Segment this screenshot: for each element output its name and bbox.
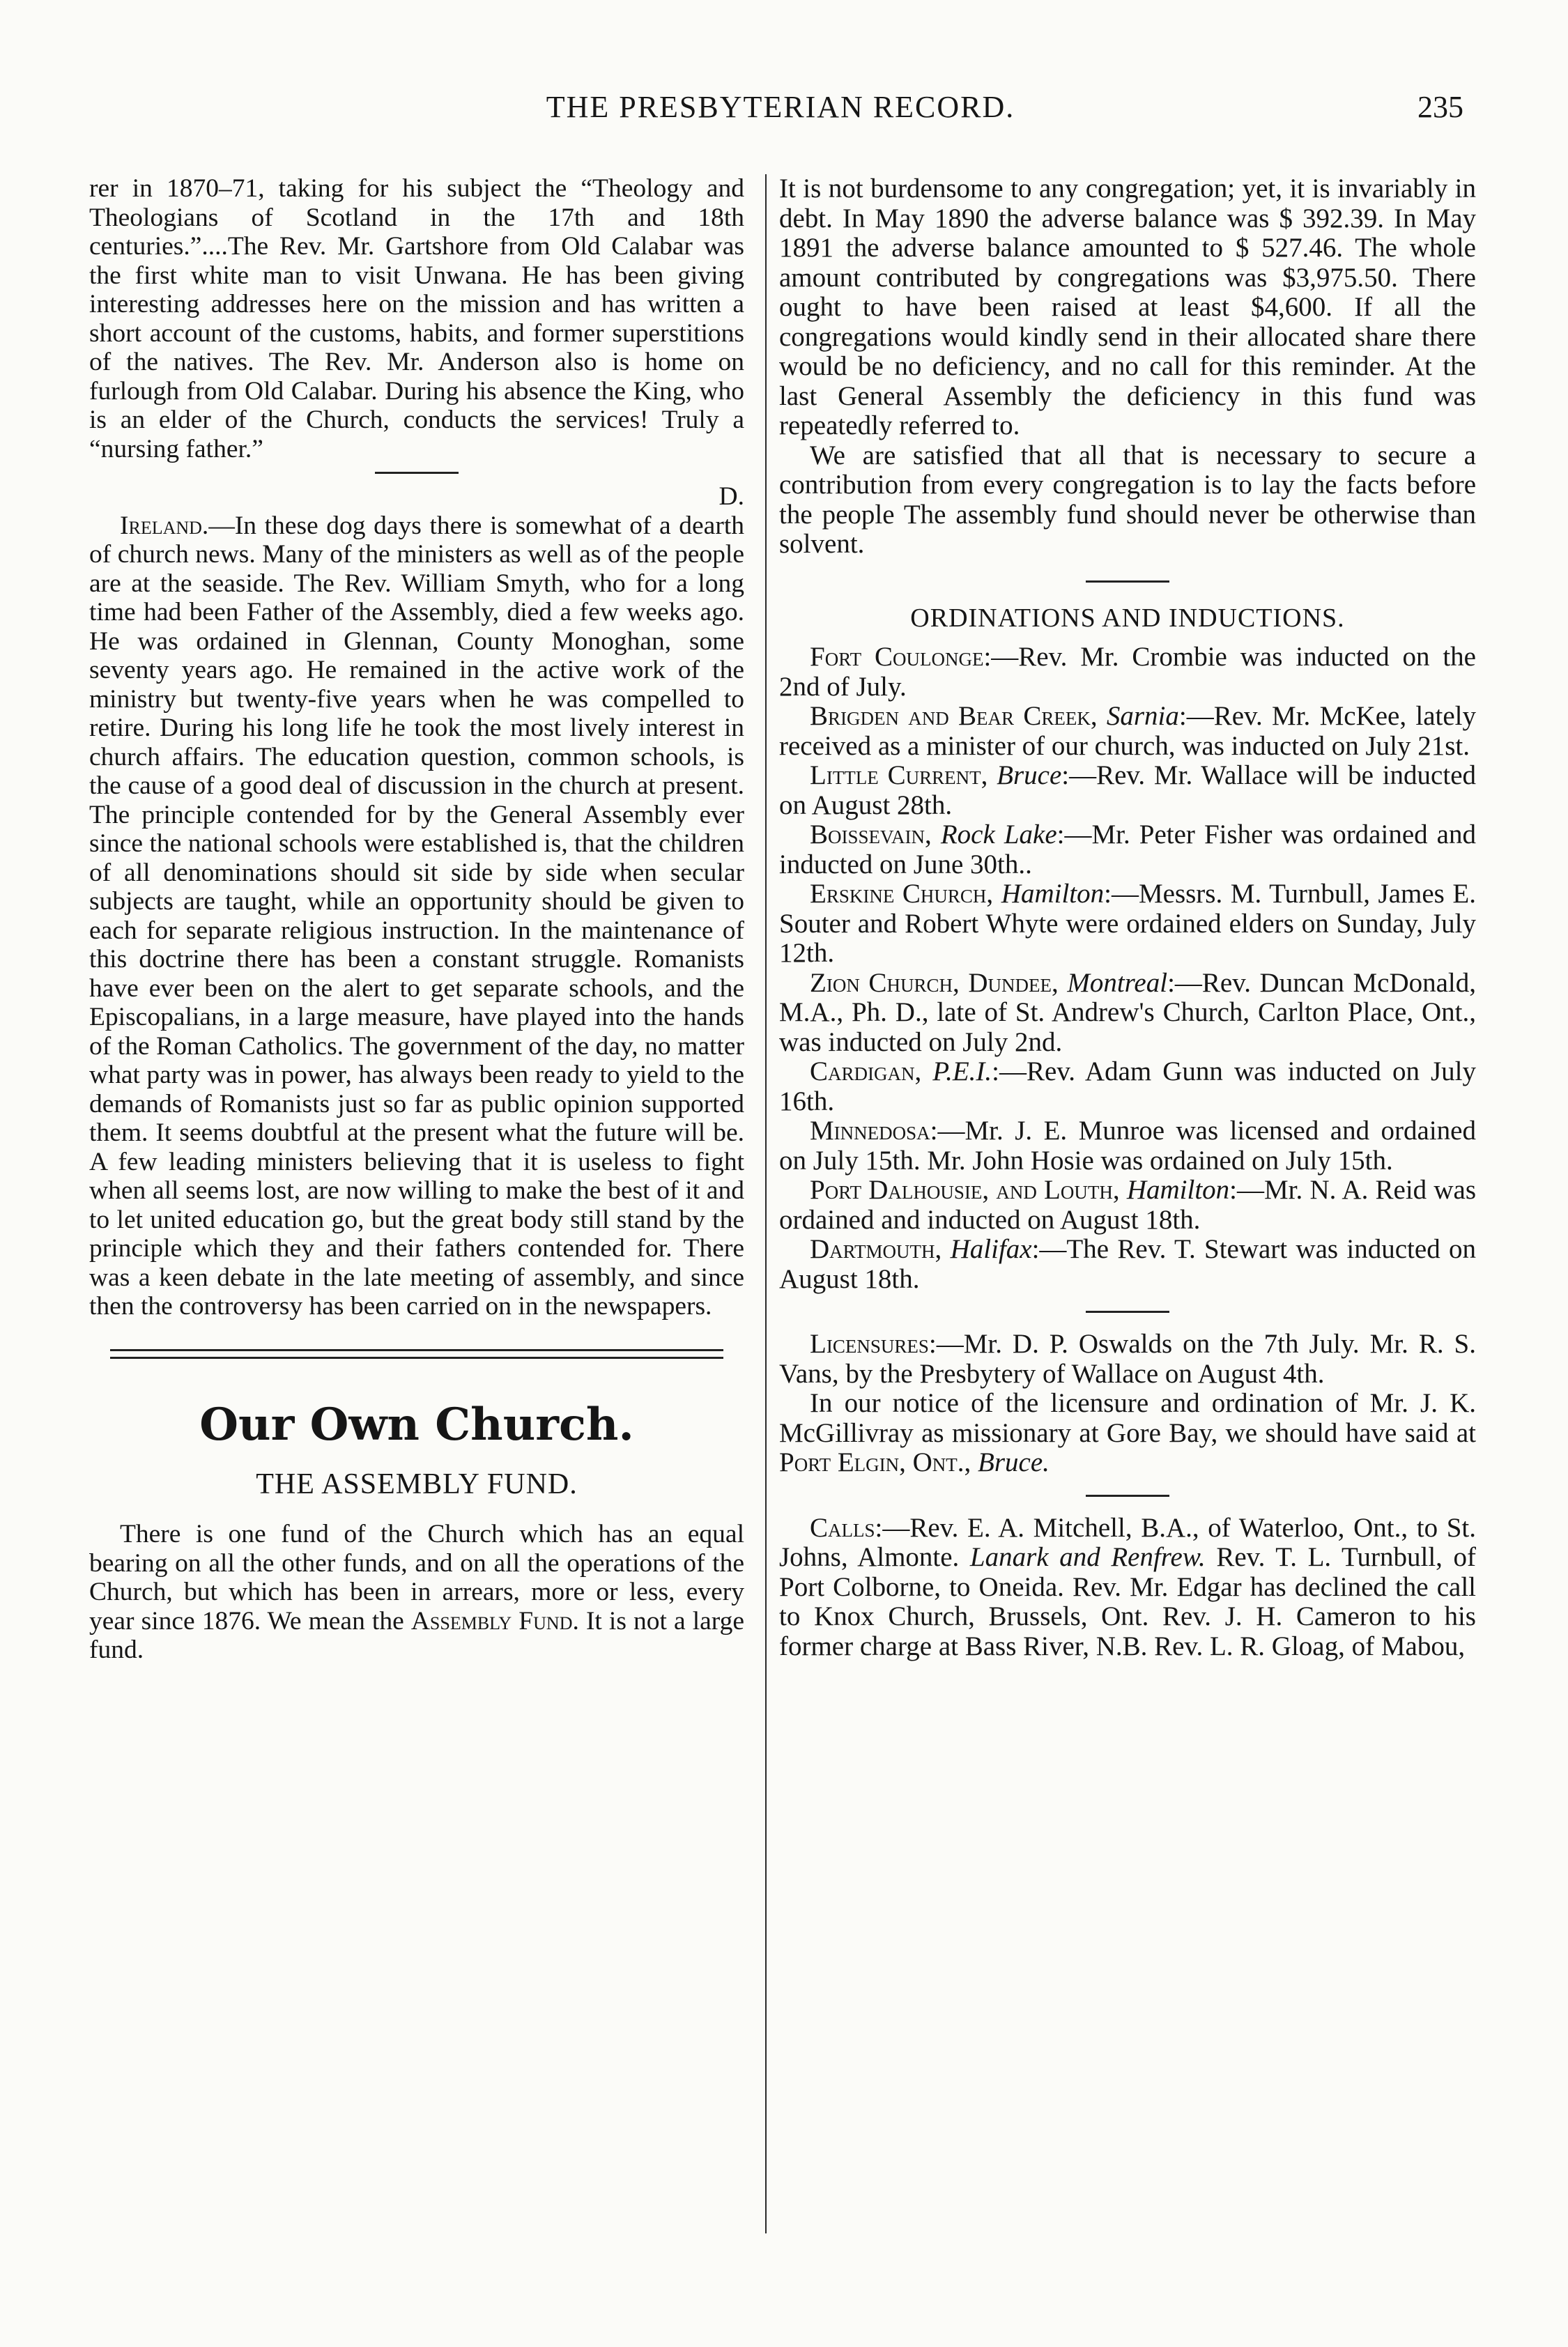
divider xyxy=(1086,1495,1169,1497)
ordinations-list xyxy=(779,642,1476,1294)
entry-text: :—Rev. Mr. Wallace will be inducted on August 28th. xyxy=(779,760,1476,820)
entry-text: :—Rev. Mr. Crombie was inducted on the 2nd of July. xyxy=(779,642,1476,702)
left-column xyxy=(89,174,744,1665)
entry-place: Boissevain, xyxy=(810,819,932,849)
ordination-entry xyxy=(779,1235,1476,1294)
publication-title: THE PRESBYTERIAN RECORD. xyxy=(546,90,1015,124)
entry-place: Dartmouth, xyxy=(810,1234,942,1264)
fund-text: There is one fund of the Church which has an equal bearing on all the other funds, and on all the operations of the Church, but which has been in arrears, more or less, every year since 1876. We mean the xyxy=(89,1520,744,1636)
divider xyxy=(375,472,459,474)
entry-location: Sarnia xyxy=(1106,701,1179,731)
entry-location: Hamilton xyxy=(1001,879,1105,909)
entry-text: :—Messrs. M. Turnbull, James E. Souter and Robert Whyte were ordained elders on Sunday, July 12th. xyxy=(779,879,1477,968)
licensures-text: :—Mr. D. P. Oswalds on the 7th July. Mr. R. S. Vans, by the Presbytery of Wallace on August 4th. xyxy=(779,1329,1476,1389)
entry-location: P.E.I. xyxy=(932,1056,992,1086)
licensures-paragraph xyxy=(779,1330,1476,1389)
licensures-label: Licensures xyxy=(810,1329,929,1359)
entry-text: :—Mr. J. E. Munroe was licensed and ordained on July 15th. Mr. John Hosie was ordained on July 15th. xyxy=(779,1116,1476,1176)
entry-location: Bruce xyxy=(997,760,1062,790)
entry-place: Little Current, xyxy=(810,760,988,790)
fund-label: Assembly Fund. xyxy=(410,1606,579,1636)
section-divider xyxy=(110,1349,723,1359)
section-title-our-own-church: Our Own Church. xyxy=(199,1398,634,1451)
column-divider xyxy=(765,174,767,2233)
calls-location: Lanark and Renfrew. xyxy=(969,1542,1206,1572)
entry-place: Erskine Church, xyxy=(810,879,994,909)
notice-paragraph xyxy=(779,1389,1476,1478)
calls-paragraph xyxy=(779,1514,1476,1662)
entry-text: :—Mr. Peter Fisher was ordained and inducted on June 30th.. xyxy=(779,819,1476,879)
ordination-entry xyxy=(779,761,1476,820)
ordination-entry xyxy=(779,820,1476,879)
page-header xyxy=(98,89,1463,138)
ordination-entry xyxy=(779,702,1476,761)
ordination-entry xyxy=(779,642,1476,702)
fund-continuation: It is not burdensome to any congregation; yet, it is invariably in debt. In May 1890 the adverse balance was $ 392.39. In May 1891 the adverse balance amounted to $ 527.46. The whole amount contributed by congregations was $3,975.50. There ought to have been raised at least $4,600. If all the congregations would kindly send in their allocated share there would be no deficiency, and no call for this reminder. At the last General Assembly the deficiency in this fund was repeatedly referred to. xyxy=(779,174,1476,440)
entry-text: :—Mr. N. A. Reid was ordained and inducted on August 18th. xyxy=(779,1175,1477,1235)
fund-paragraph-2: We are satisfied that all that is necessary to secure a contribution from every congregation is to lay the facts before the people The assembly fund should never be otherwise than solvent. xyxy=(779,440,1476,559)
assembly-fund-paragraph xyxy=(89,1520,744,1665)
entry-text: :—Rev. Adam Gunn was inducted on July 16th. xyxy=(779,1056,1476,1116)
paragraph-continuation: rer in 1870–71, taking for his subject the “Theology and Theologians of Scotland in the 17th and 18th centuries.”....The Rev. Mr. Gartshore from Old Calabar was the first white man to visit Unwana. He has been giving interesting addresses here on the mission and has written a short account of the customs, habits, and former superstitions of the natives. The Rev. Mr. Anderson also is home on furlough from Old Calabar. During his absence the King, who is an elder of the Church, conducts the services! Truly a “nursing father.” xyxy=(89,174,744,463)
ordination-entry xyxy=(779,969,1476,1058)
calls-text: :—Rev. E. A. Mitchell, B.A., of Waterloo, Ont., to St. Johns, Almonte. xyxy=(779,1512,1476,1572)
ireland-text: —In these dog days there is somewhat of a dearth of church news. Many of the ministers as well as of the people are at the seaside. The Rev. William Smyth, who for a long time had been Father of the Assembly, died a few weeks ago. He was ordained in Glennan, County Monoghan, some seventy years ago. He remained in the active work of the ministry but twenty-five years when he was compelled to retire. During his long life he took the most lively interest in church affairs. The education question, common schools, is the cause of a good deal of discussion in the church at present. The principle contended for by the General Assembly ever since the national schools were established is, that the children of all denominations should sit side by side when secular subjects are taught, while an opportunity should be given to each for separate religious instruction. In the maintenance of this doctrine there has been a constant struggle. Romanists have ever been on the alert to get separate schools, and the Episcopalians, in a large measure, have played into the hands of the Roman Catholics. The government of the day, no matter what party was in power, has always been ready to yield to the demands of Romanists just so far as public opinion supported them. It seems doubtful at the present what the future will be. A few leading ministers believing that it is useless to fight when all seems lost, are now willing to make the best of it and to let united education go, but the great body still stand by the principle which they and their fathers contended for. There was a keen debate in the late meeting of assembly, and since then the controversy has been carried on in the newspapers. xyxy=(89,511,744,1321)
entry-text: :—The Rev. T. Stewart was inducted on August 18th. xyxy=(779,1234,1476,1294)
notice-location: Bruce. xyxy=(978,1447,1050,1477)
ireland-label: Ireland. xyxy=(120,511,209,540)
ordinations-heading: ORDINATIONS AND INDUCTIONS. xyxy=(910,603,1345,633)
entry-place: Cardigan, xyxy=(810,1056,922,1086)
notice-text: In our notice of the licensure and ordination of Mr. J. K. McGillivray as missionary at Gore Bay, we should have said at xyxy=(779,1388,1476,1448)
calls-text-2: Rev. T. L. Turnbull, of Port Colborne, to Oneida. Rev. Mr. Edgar has declined the call to Knox Church, Brussels, Ont. Rev. J. H. Cameron to his former charge at Bass River, N.B. Rev. L. R. Gloag, of Mabou, xyxy=(779,1542,1477,1661)
entry-place: Fort Coulonge xyxy=(810,642,984,672)
entry-place: Minnedosa xyxy=(810,1116,930,1146)
entry-text: :—Rev. Duncan McDonald, M.A., Ph. D., late of St. Andrew's Church, Carlton Place, Ont., was inducted on July 2nd. xyxy=(779,967,1477,1057)
entry-location: Halifax xyxy=(950,1234,1032,1264)
ordination-entry xyxy=(779,1116,1476,1176)
signature: D. xyxy=(718,482,744,511)
ordination-entry xyxy=(779,1057,1476,1116)
right-column xyxy=(779,174,1476,1661)
entry-location: Montreal xyxy=(1067,967,1168,998)
divider xyxy=(1086,580,1169,583)
entry-place: Brigden and Bear Creek, xyxy=(810,701,1098,731)
calls-label: Calls xyxy=(810,1512,875,1543)
ireland-paragraph xyxy=(89,511,744,1321)
notice-place: Port Elgin, Ont., xyxy=(779,1447,971,1477)
entry-place: Port Dalhousie, and Louth, xyxy=(810,1175,1120,1205)
page-number: 235 xyxy=(1417,90,1463,124)
fund-tail: It is not a large fund. xyxy=(89,1606,744,1664)
entry-place: Zion Church, Dundee, xyxy=(810,967,1059,998)
entry-location: Rock Lake xyxy=(940,819,1057,849)
divider xyxy=(1086,1311,1169,1313)
entry-location: Hamilton xyxy=(1126,1175,1230,1205)
ordination-entry xyxy=(779,879,1476,969)
assembly-fund-heading: THE ASSEMBLY FUND. xyxy=(256,1468,578,1500)
entry-text: :—Rev. Mr. McKee, lately received as a minister of our church, was inducted on July 21st. xyxy=(779,701,1477,761)
ordination-entry xyxy=(779,1176,1476,1235)
